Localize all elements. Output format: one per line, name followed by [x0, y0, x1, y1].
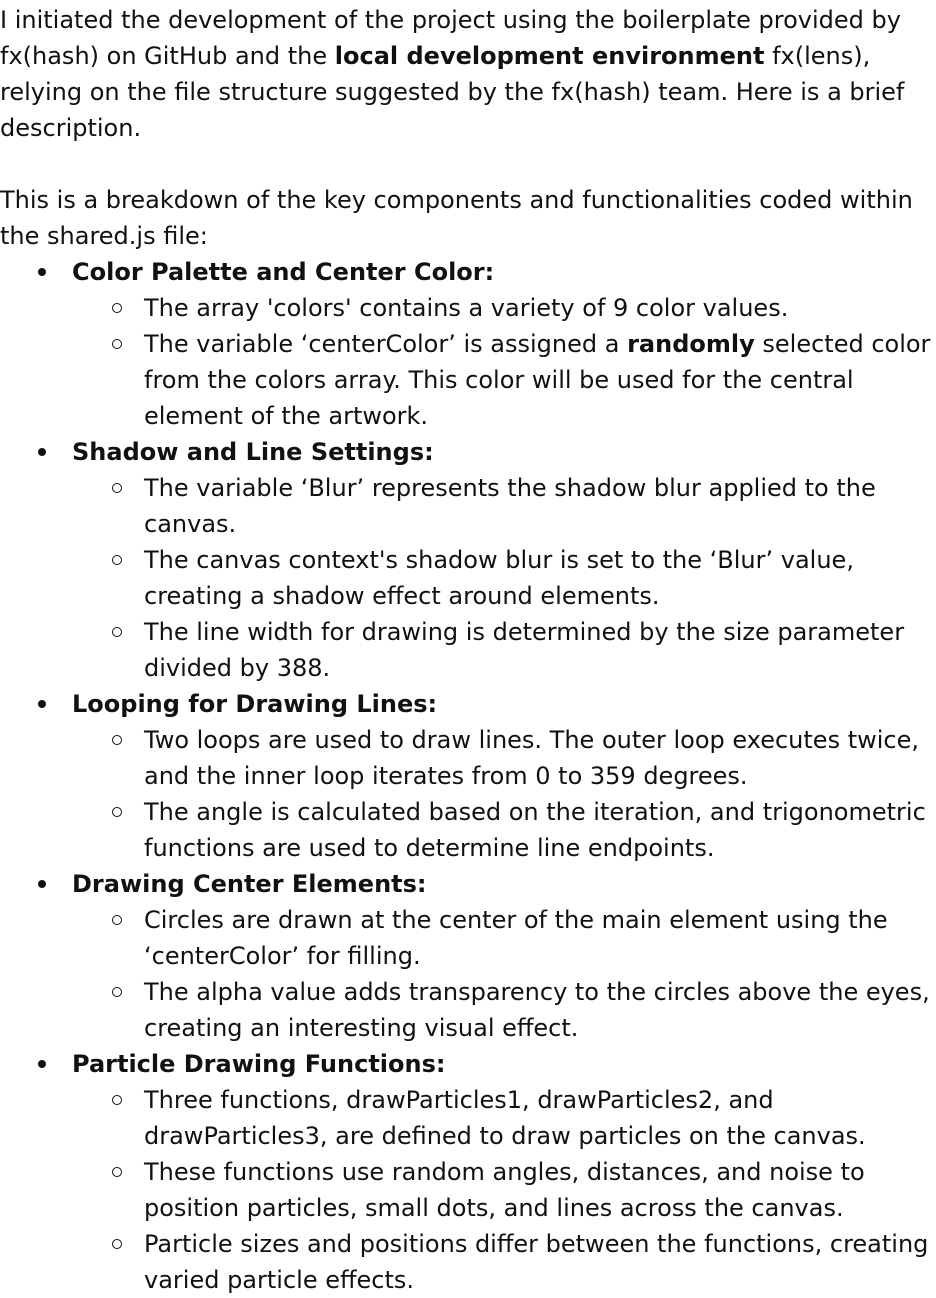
bullet-circle-icon	[108, 542, 126, 578]
bullet-circle-icon	[108, 290, 126, 326]
bullet-circle-icon	[108, 470, 126, 506]
bullet-dot-icon	[36, 254, 48, 290]
bullet-dot-icon	[36, 1046, 48, 1082]
list-item-text-start: The variable ‘centerColor’ is assigned a	[144, 330, 628, 358]
section-heading: Drawing Center Elements:	[72, 870, 427, 898]
section-heading: Color Palette and Center Color:	[72, 258, 495, 286]
list-item	[72, 290, 936, 326]
bullet-circle-icon	[108, 614, 126, 650]
section-heading: Particle Drawing Functions:	[72, 1050, 446, 1078]
sub-list	[72, 290, 936, 434]
list-item	[72, 722, 936, 794]
bullet-circle-icon	[108, 794, 126, 830]
intro-bold-phrase: local development environment	[334, 42, 765, 70]
bullet-circle-icon	[108, 1226, 126, 1262]
section-shadow-line	[0, 434, 936, 686]
sub-list	[72, 1082, 936, 1298]
list-item-text: The angle is calculated based on the iteration, and trigonometric functions are used to determine line endpoints.	[144, 798, 926, 862]
list-item	[72, 1226, 936, 1298]
bullet-dot-icon	[36, 686, 48, 722]
list-item-bold-word: randomly	[627, 330, 755, 358]
intro-paragraph	[0, 2, 936, 146]
section-looping-lines	[0, 686, 936, 866]
sections-list-container	[0, 254, 936, 1298]
bullet-circle-icon	[108, 1082, 126, 1118]
list-item-text: The array 'colors' contains a variety of 9 color values.	[144, 294, 789, 322]
list-item-text: The canvas context's shadow blur is set to the ‘Blur’ value, creating a shadow effect around elements.	[144, 546, 854, 610]
list-item-text: These functions use random angles, distances, and noise to position particles, small dots, and lines across the canvas.	[144, 1158, 865, 1222]
section-particle-functions	[0, 1046, 936, 1298]
sub-list	[72, 470, 936, 686]
list-item-text: The variable ‘Blur’ represents the shadow blur applied to the canvas.	[144, 474, 876, 538]
section-heading: Looping for Drawing Lines:	[72, 690, 438, 718]
bullet-circle-icon	[108, 1154, 126, 1190]
sections-list	[0, 254, 936, 1298]
bullet-dot-icon	[36, 866, 48, 902]
bullet-circle-icon	[108, 974, 126, 1010]
list-item-text: The alpha value adds transparency to the circles above the eyes, creating an interesting visual effect.	[144, 978, 930, 1042]
sub-list	[72, 902, 936, 1046]
list-item	[72, 1082, 936, 1154]
bullet-dot-icon	[36, 434, 48, 470]
list-item	[72, 974, 936, 1046]
list-item	[72, 470, 936, 542]
list-item-text: Three functions, drawParticles1, drawParticles2, and drawParticles3, are defined to draw particles on the canvas.	[144, 1086, 866, 1150]
list-item	[72, 614, 936, 686]
list-item	[72, 542, 936, 614]
bullet-circle-icon	[108, 902, 126, 938]
list-item-text: Two loops are used to draw lines. The outer loop executes twice, and the inner loop iterates from 0 to 359 degrees.	[144, 726, 919, 790]
section-center-elements	[0, 866, 936, 1046]
list-item-text: Particle sizes and positions differ between the functions, creating varied particle effects.	[144, 1230, 929, 1294]
intro-text-end: fx(lens), relying on the file structure suggested by the fx(hash) team. Here is a brief description.	[0, 42, 905, 142]
bullet-circle-icon	[108, 326, 126, 362]
section-color-palette	[0, 254, 936, 434]
section-heading: Shadow and Line Settings:	[72, 438, 434, 466]
sub-list	[72, 722, 936, 866]
intro-text-start: I initiated the development of the project using the boilerplate provided by fx(hash) on GitHub and the	[0, 6, 901, 70]
list-item-text: Circles are drawn at the center of the main element using the ‘centerColor’ for filling.	[144, 906, 888, 970]
breakdown-paragraph: This is a breakdown of the key components and functionalities coded within the shared.js file:	[0, 186, 913, 250]
list-item	[72, 326, 936, 434]
bullet-circle-icon	[108, 722, 126, 758]
list-item-text-end: selected color from the colors array. This color will be used for the central element of the artwork.	[144, 330, 931, 430]
list-item	[72, 1154, 936, 1226]
list-item	[72, 794, 936, 866]
list-item	[72, 902, 936, 974]
list-item-text: The line width for drawing is determined by the size parameter divided by 388.	[144, 618, 905, 682]
